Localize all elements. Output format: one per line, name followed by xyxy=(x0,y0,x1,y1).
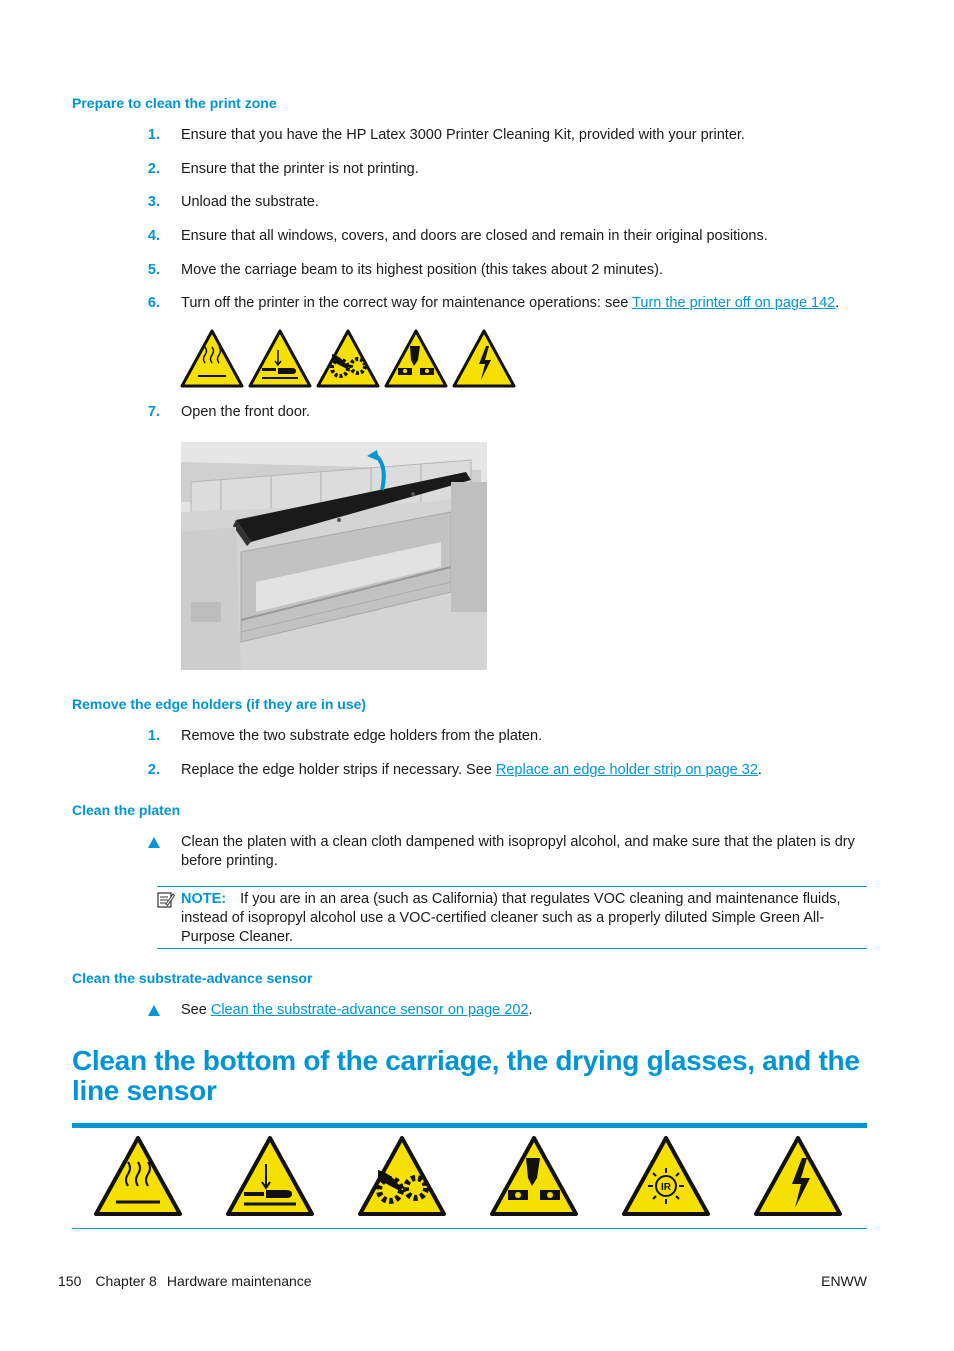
page-footer xyxy=(58,1273,312,1289)
step-text xyxy=(181,294,839,313)
step-text-before: Turn off the printer in the correct way for maintenance operations: see xyxy=(181,295,633,311)
section-heading-edge-holders: Remove the edge holders (if they are in use) xyxy=(72,696,367,712)
note-label: NOTE: xyxy=(181,891,227,907)
step-number: 4. xyxy=(147,228,160,244)
link-turn-printer-off[interactable]: Turn the printer off on page 142 xyxy=(632,295,836,311)
step-number: 2. xyxy=(147,161,160,177)
step-text: Move the carriage beam to its highest position (this takes about 2 minutes). xyxy=(181,262,663,278)
note-text: If you are in an area (such as California) that regulates VOC cleaning and maintenance fluids, instead of isopropyl alcohol use a VOC-certified cleaner such as a properly diluted Simple Green All-Purpose Cleaner. xyxy=(181,891,841,945)
footer-right: ENWW xyxy=(821,1273,867,1289)
note-top-rule xyxy=(157,886,867,887)
step-text: Unload the substrate. xyxy=(181,194,319,210)
step-text: Remove the two substrate edge holders from the platen. xyxy=(181,728,543,744)
ir-radiation-icon xyxy=(624,1138,708,1214)
step-number: 6. xyxy=(147,295,160,311)
step-number: 3. xyxy=(147,194,160,210)
step-text: Ensure that you have the HP Latex 3000 Printer Cleaning Kit, provided with your printer. xyxy=(181,127,745,143)
step-text: Ensure that all windows, covers, and doors are closed and remain in their original positions. xyxy=(181,228,768,244)
electric-shock-icon xyxy=(756,1138,840,1214)
electric-shock-icon xyxy=(454,331,514,386)
step-number: 2. xyxy=(147,762,160,778)
step-number: 1. xyxy=(147,728,160,744)
step-text-after: . xyxy=(757,762,762,778)
warning-icons-row-large xyxy=(92,1134,852,1220)
bullet-text xyxy=(181,1001,532,1020)
chapter-label: Chapter 8 xyxy=(95,1273,157,1289)
section-heading-sensor: Clean the substrate-advance sensor xyxy=(72,970,313,986)
note-icon xyxy=(157,891,175,909)
triangle-bullet-icon xyxy=(148,1005,160,1016)
step-text: Open the front door. xyxy=(181,404,310,420)
step-number: 1. xyxy=(147,127,160,143)
bullet-text-after: . xyxy=(528,1002,533,1018)
step-text-after: . xyxy=(835,295,840,311)
icons-bottom-rule xyxy=(72,1228,867,1229)
main-title: Clean the bottom of the carriage, the drying glasses, and the line sensor xyxy=(72,1045,860,1106)
page-number: 150 xyxy=(58,1273,82,1289)
hand-crush-icon xyxy=(228,1138,312,1214)
link-clean-substrate-advance-sensor[interactable]: Clean the substrate-advance sensor on page 202 xyxy=(210,1002,529,1018)
note-bottom-rule xyxy=(157,948,867,949)
gear-entanglement-icon xyxy=(360,1138,444,1214)
step-text-before: Replace the edge holder strips if necessary. See xyxy=(181,762,496,778)
section-heading-prepare: Prepare to clean the print zone xyxy=(72,95,277,111)
pinch-point-icon xyxy=(492,1138,576,1214)
step-number: 7. xyxy=(147,404,160,420)
ir-label: IR xyxy=(661,1182,671,1193)
step-text: Ensure that the printer is not printing. xyxy=(181,161,419,177)
hand-crush-icon xyxy=(250,331,310,386)
pinch-point-icon xyxy=(386,331,446,386)
bullet-text-before: See xyxy=(181,1002,211,1018)
triangle-bullet-icon xyxy=(148,837,160,848)
hot-surface-icon xyxy=(182,331,242,386)
step-number: 5. xyxy=(147,262,160,278)
title-rule xyxy=(72,1123,867,1128)
hot-surface-icon xyxy=(96,1138,180,1214)
link-replace-edge-holder-strip[interactable]: Replace an edge holder strip on page 32 xyxy=(495,762,758,778)
chapter-title: Hardware maintenance xyxy=(166,1273,312,1289)
section-heading-platen: Clean the platen xyxy=(72,802,181,818)
warning-icons-row-small xyxy=(180,328,520,390)
bullet-text: Clean the platen with a clean cloth dampened with isopropyl alcohol, and make sure that the platen is dry before printing. xyxy=(181,834,855,869)
step-text xyxy=(181,761,762,780)
note-body xyxy=(181,890,861,947)
printer-front-door-photo xyxy=(181,442,487,670)
gear-entanglement-icon xyxy=(318,331,378,386)
